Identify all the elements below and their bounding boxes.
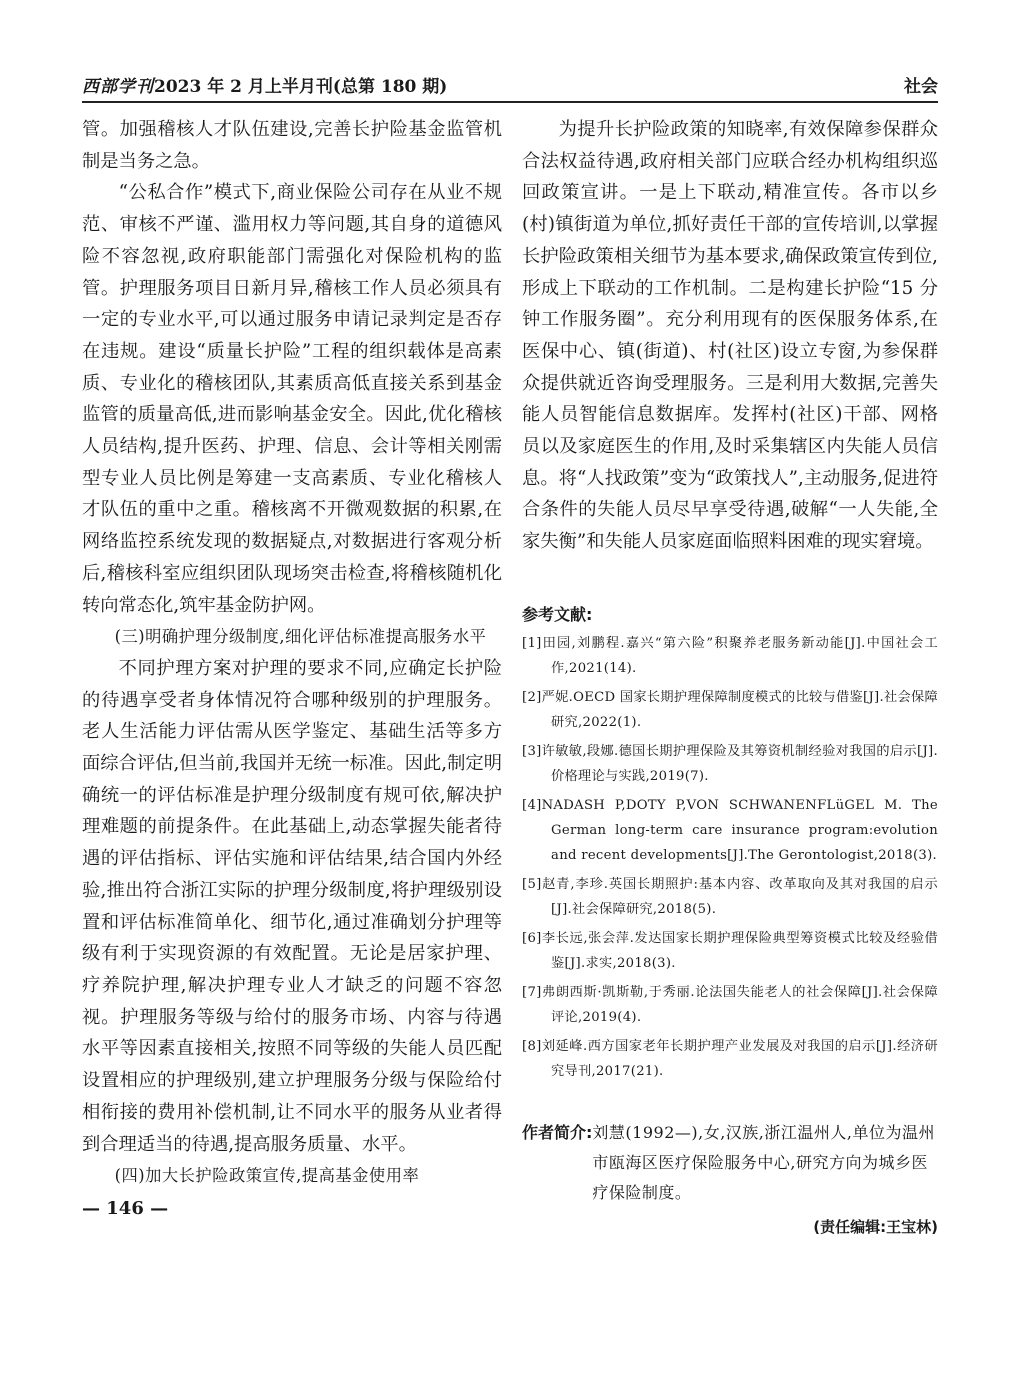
section-heading: (四)加大长护险政策宣传,提高基金使用率 <box>114 1166 420 1186</box>
reference-item: [5]赵青,李珍.英国长期照护:基本内容、改革取向及其对我国的启示[J].社会保障研究,2018(5). <box>522 876 938 917</box>
reference-item: [2]严妮.OECD 国家长期护理保障制度模式的比较与借鉴[J].社会保障研究,2022(1). <box>522 689 938 730</box>
left-column <box>82 114 502 1192</box>
author-label: 作者简介: <box>522 1122 593 1142</box>
issue-info: 2023 年 2 月上半月刊(总第 180 期) <box>154 77 448 97</box>
reference-item: [1]田园,刘鹏程.嘉兴“第六险”积聚养老服务新动能[J].中国社会工作,2021(14). <box>522 635 938 676</box>
paragraph: 不同护理方案对护理的要求不同,应确定长护险的待遇享受者身体情况符合哪种级别的护理服务。老人生活能力评估需从医学鉴定、基础生活等多方面综合评估,但当前,我国并无统一标准。因此,制定明确统一的评估标准是护理分级制度有规可依,解决护理难题的前提条件。在此基础上,动态掌握失能者待遇的评估指标、评估实施和评估结果,结合国内外经验,推出符合浙江实际的护理分级制度,将护理级别设置和评估标准简单化、细节化,通过准确划分护理等级有利于实现资源的有效配置。无论是居家护理、疗养院护理,解决护理专业人才缺乏的问题不容忽视。护理服务等级与给付的服务市场、内容与待遇水平等因素直接相关,按照不同等级的失能人员匹配设置相应的护理级别,建立护理服务分级与保险给付相衔接的费用补偿机制,让不同水平的服务从业者得到合理适当的待遇,提高服务质量、水平。 <box>82 657 502 1155</box>
reference-item: [6]李长远,张会萍.发达国家长期护理保险典型筹资模式比较及经验借鉴[J].求实,2018(3). <box>522 930 938 971</box>
paragraph: 为提升长护险政策的知晓率,有效保障参保群众合法权益待遇,政府相关部门应联合经办机构组织巡回政策宣讲。一是上下联动,精准宣传。各市以乡(村)镇街道为单位,抓好责任干部的宣传培训,以掌握长护险政策相关细节为基本要求,确保政策宣传到位,形成上下联动的工作机制。二是构建长护险“15 分钟工作服务圈”。充分利用现有的医保服务体系,在医保中心、镇(街道)、村(社区)设立专窗,为参保群众提供就近咨询受理服务。三是利用大数据,完善失能人员智能信息数据库。发挥村(社区)干部、网格员以及家庭医生的作用,及时采集辖区内失能人员信息。将“人找政策”变为“政策找人”,主动服务,促进符合条件的失能人员尽早享受待遇,破解“一人失能,全家失衡”和失能人员家庭面临照料困难的现实窘境。 <box>522 119 938 553</box>
paragraph: “公私合作”模式下,商业保险公司存在从业不规范、审核不严谨、滥用权力等问题,其自身的道德风险不容忽视,政府职能部门需强化对保险机构的监管。护理服务项目日新月异,稽核工作人员必须具有一定的专业水平,可以通过服务申请记录判定是否存在违规。建设“质量长护险”工程的组织载体是高素质、专业化的稽核团队,其素质高低直接关系到基金监管的质量高低,进而影响基金安全。因此,优化稽核人员结构,提升医药、护理、信息、会计等相关刚需型专业人员比例是筹建一支高素质、专业化稽核人才队伍的重中之重。稽核离不开微观数据的积累,在网络监控系统发现的数据疑点,对数据进行客观分析后,稽核科室应组织团队现场突击检查,将稽核随机化转向常态化,筑牢基金防护网。 <box>82 182 502 616</box>
reference-item: [8]刘延峰.西方国家老年长期护理产业发展及对我国的启示[J].经济研究导刊,2017(21). <box>522 1038 938 1079</box>
responsible-editor: (责任编辑:王宝林) <box>813 1217 938 1236</box>
right-column <box>522 114 938 1237</box>
paragraph: 管。加强稽核人才队伍建设,完善长护险基金监管机制是当务之急。 <box>82 119 502 172</box>
reference-item: [3]许敏敏,段娜.德国长期护理保险及其筹资机制经验对我国的启示[J].价格理论与实践,2019(7). <box>522 743 938 784</box>
journal-info <box>82 72 447 97</box>
page-number: — 146 — <box>82 1198 169 1219</box>
author-text: 刘慧(1992—),女,汉族,浙江温州人,单位为温州市瓯海区医疗保险服务中心,研究方向为城乡医疗保险制度。 <box>592 1122 935 1202</box>
reference-item: [4]NADASH P,DOTY P,VON SCHWANENFLüGEL M. The German long-term care insurance program:evolution and recent developments[J].The Gerontologist,2018(3). <box>522 797 938 863</box>
references-heading: 参考文献: <box>522 604 593 624</box>
section-label: 社会 <box>904 77 938 97</box>
page-header <box>82 70 938 98</box>
header-divider <box>82 101 938 103</box>
reference-item: [7]弗朗西斯·凯斯勒,于秀丽.论法国失能老人的社会保障[J].社会保障评论,2019(4). <box>522 984 938 1025</box>
section-heading: (三)明确护理分级制度,细化评估标准提高服务水平 <box>114 627 487 647</box>
author-bio <box>522 1118 938 1208</box>
journal-logo: 西部学刊 <box>82 77 154 97</box>
